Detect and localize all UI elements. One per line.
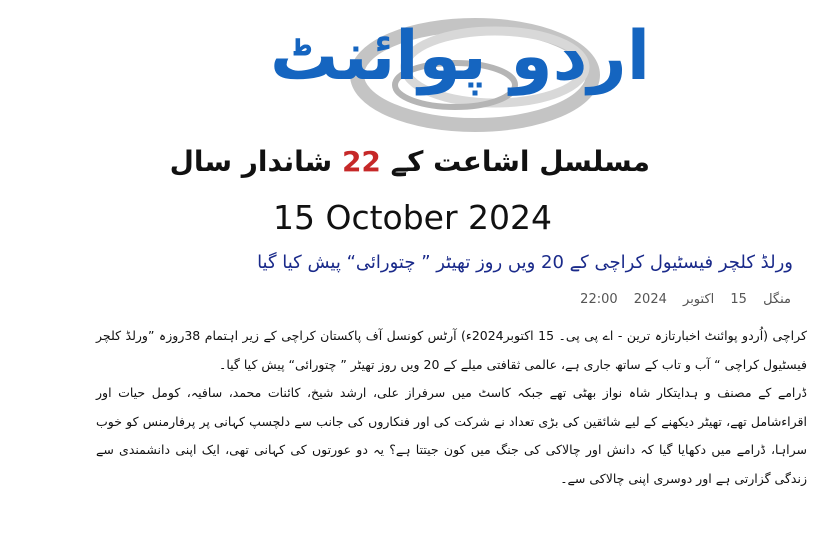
logo-wordmark: اردو پوائنٹ bbox=[269, 17, 650, 96]
tagline-text-after: شاندار سال bbox=[169, 145, 333, 178]
meta-day: منگل bbox=[763, 292, 791, 307]
meta-month: اکتوبر bbox=[683, 292, 715, 307]
page-date: 15 October 2024 bbox=[272, 198, 553, 237]
article-headline[interactable]: ورلڈ کلچر فیسٹیول کراچی کے 20 ویں روز تھیٹر ” چتورائی“ پیش کیا گیا bbox=[257, 252, 793, 273]
meta-time: 22:00 bbox=[580, 292, 618, 307]
tagline-text-before: مسلسل اشاعت کے bbox=[390, 145, 650, 178]
article-meta bbox=[568, 292, 791, 307]
meta-year: 2024 bbox=[633, 292, 667, 307]
article-paragraph: ڈرامے کے مصنف و ہدایتکار شاہ نواز بھٹی تھے جبکہ کاسٹ میں سرفراز علی، ارشد شیخ، کائنات محمد، سافیہ، کومل حیات اور اقراءشامل تھے، تھیٹر دیکھنے کے لیے شائقین کی بڑی تعداد نے شرکت کی اور فنکاروں کی جانب سے دلچسپ کہانی پر پرفارمنس کو خوب سراہا، ڈرامے میں دکھایا گیا کہ دانش اور چالاکی کی جنگ میں کون جیتتا ہے؟ یہ دو عورتوں کی کہانی تھی، ایک اپنی دانشمندی سے زندگی گزارتی ہے اور دوسری اپنی چالاکی سے۔ bbox=[96, 385, 807, 486]
tagline-number: 22 bbox=[341, 145, 381, 178]
logo-tagline bbox=[169, 145, 650, 178]
article-body bbox=[96, 322, 807, 493]
site-logo[interactable] bbox=[169, 5, 650, 195]
meta-date: 15 bbox=[730, 292, 747, 307]
article-paragraph: کراچی (اُردو پوائنٹ اخبارتازہ ترین - اے پی پی۔ 15 اکتوبر2024ء) آرٹس کونسل آف پاکستان کراچی کے زیر اہتمام 38روزہ ”ورلڈ کلچر فیسٹیول کراچی “ آب و تاب کے ساتھ جاری ہے، عالمی ثقافتی میلے کے 20 ویں روز تھیٹر ” چتورائی“ پیش کیا گیا۔ bbox=[96, 328, 807, 372]
